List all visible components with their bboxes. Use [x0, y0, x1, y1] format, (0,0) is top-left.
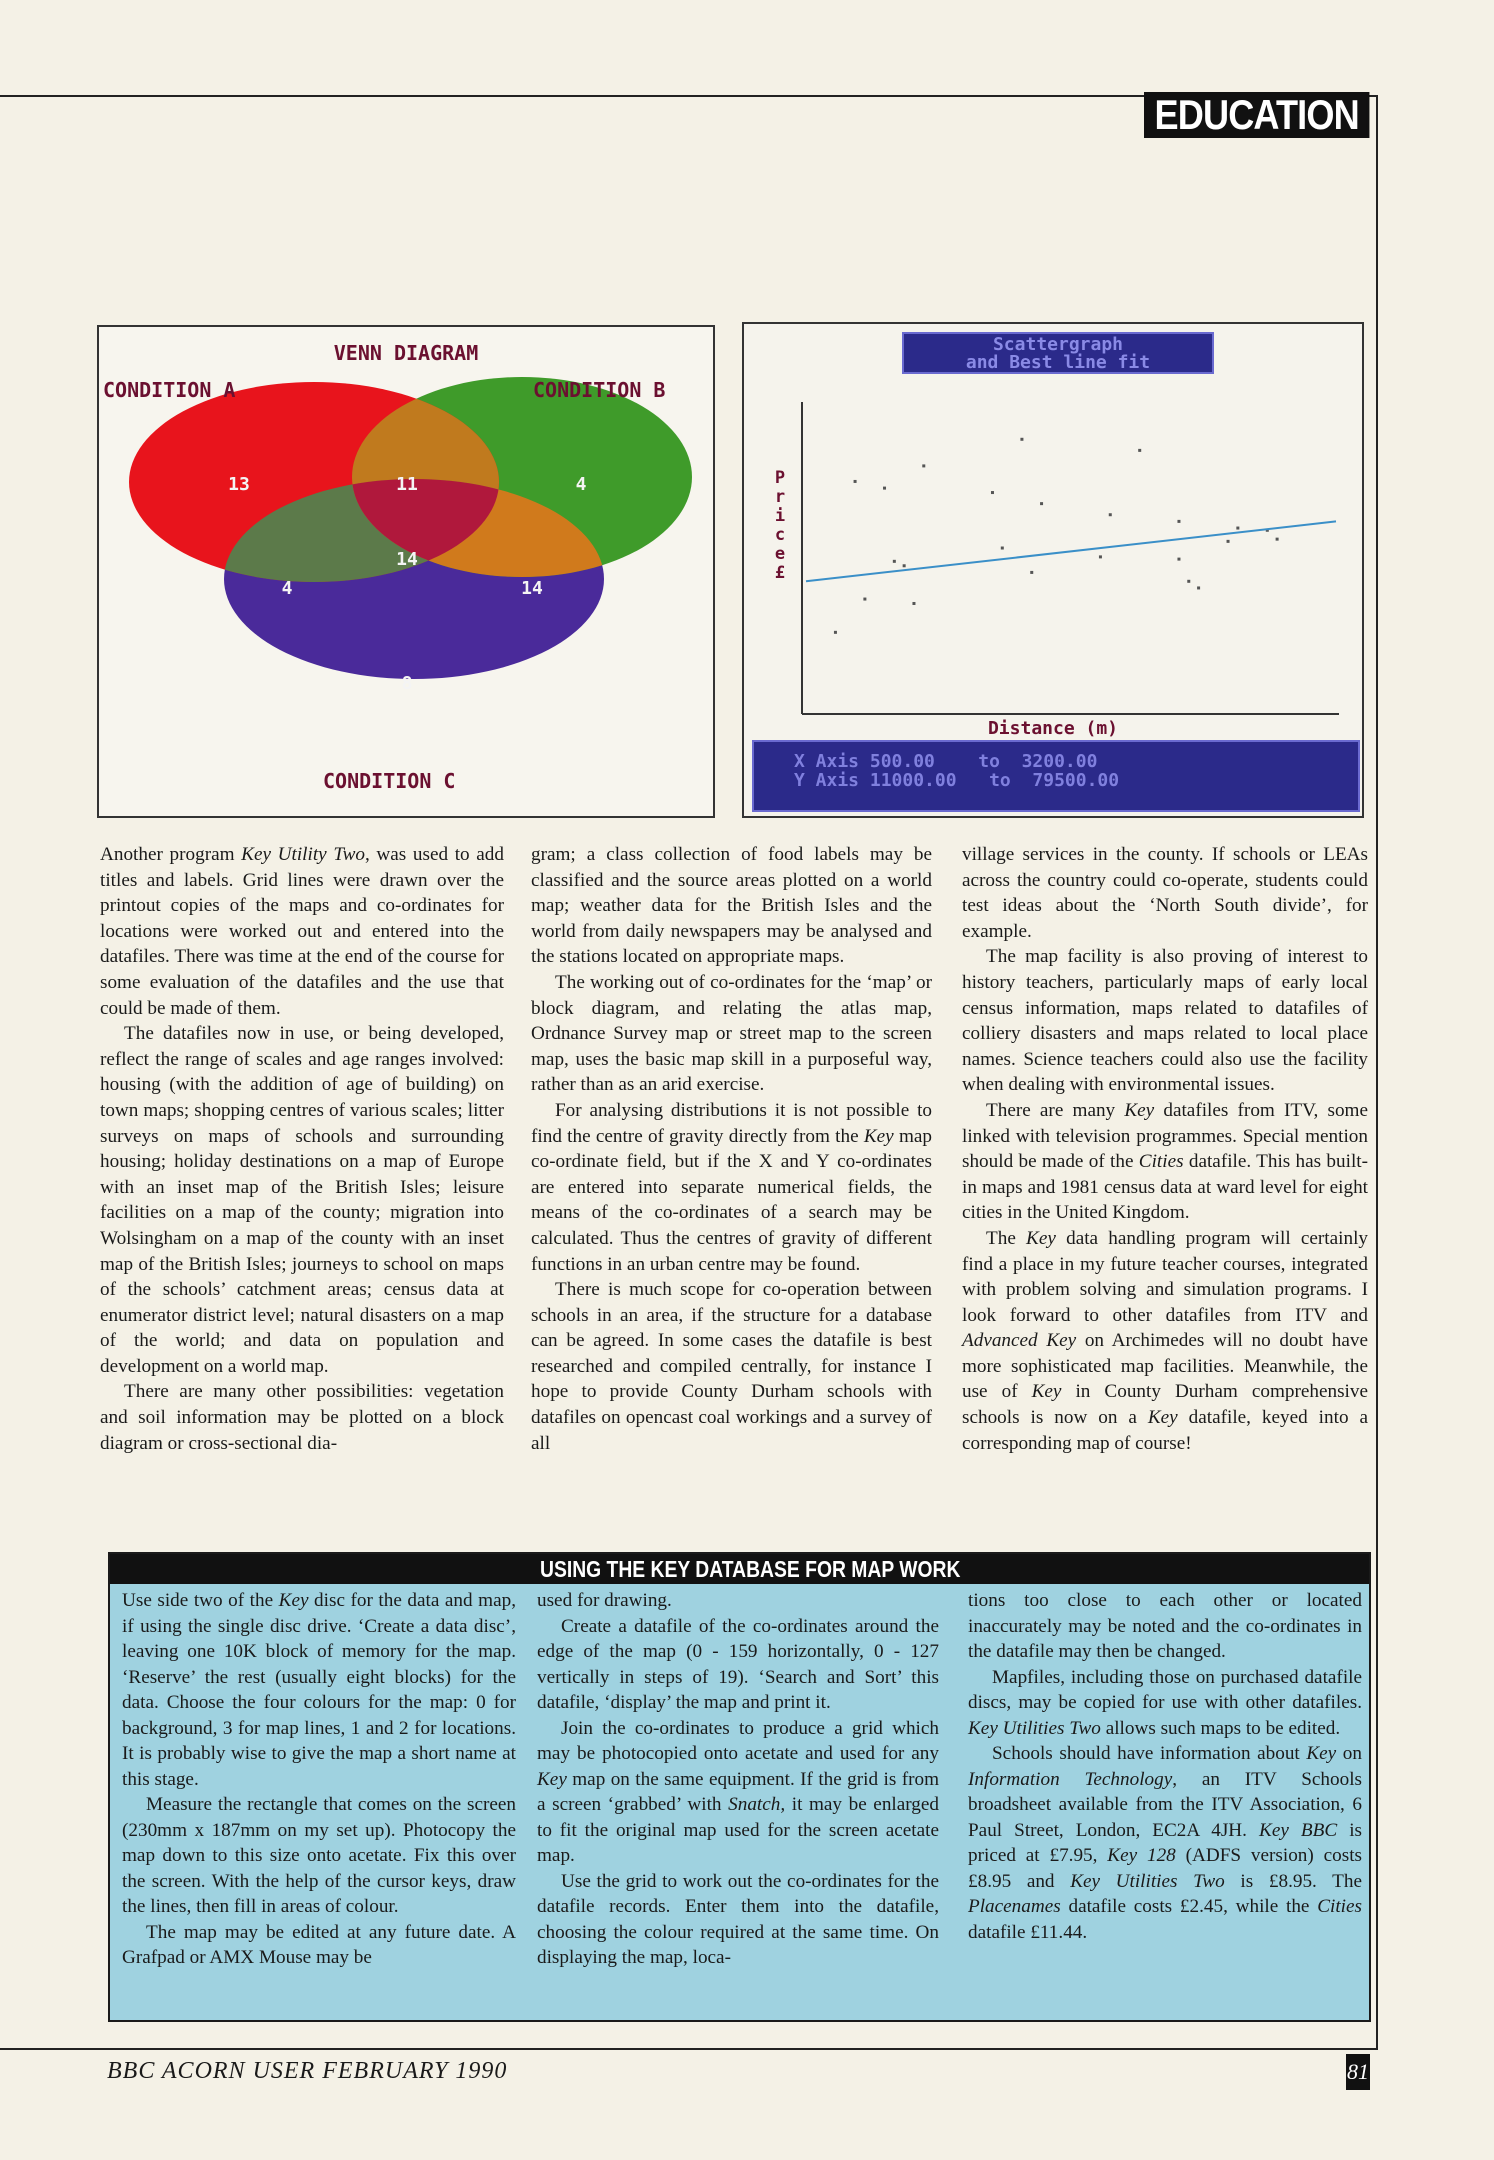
scatter-point — [1099, 555, 1102, 558]
scatter-point — [1030, 571, 1033, 574]
boxout-column-2 — [537, 1588, 939, 1971]
scatter-point — [1236, 527, 1239, 530]
axis-range-panel — [752, 740, 1360, 812]
scatter-point — [1276, 538, 1279, 541]
venn-count-abc: 14 — [396, 549, 418, 570]
paragraph: There is much scope for co-operation between schools in an area, if the structure for a database can be agreed. In some cases the datafile is best researched and compiled centrally, for instance I hope to provide County Durham schools with datafiles on opencast coal workings and a survey of all — [531, 1279, 932, 1454]
paragraph: The map may be edited at any future date. A Grafpad or AMX Mouse may be — [122, 1921, 516, 1968]
scatter-point — [863, 598, 866, 601]
page-number: 81 — [1346, 2054, 1370, 2090]
y-label-char: £ — [774, 563, 786, 583]
y-label-char: P — [774, 468, 786, 488]
scatter-point — [1187, 580, 1190, 583]
scatter-point — [922, 464, 925, 467]
venn-title: VENN DIAGRAM — [333, 341, 479, 365]
boxout-column-1 — [122, 1588, 516, 1971]
scatter-point — [1109, 513, 1112, 516]
scatter-x-label: Distance (m) — [987, 718, 1119, 739]
paragraph: Measure the rectangle that comes on the screen (230mm x 187mm on my set up). Photocopy the map down to this size onto acetate. Fix this over the screen. With the help of the cursor keys, draw the lines, then fill in areas of colour. — [122, 1794, 516, 1917]
scatter-title — [902, 332, 1214, 374]
article-column-3 — [962, 842, 1368, 1456]
scatter-point — [1197, 586, 1200, 589]
scatter-title-line-1: Scattergraph — [992, 334, 1124, 355]
venn-label-condition-c: CONDITION C — [323, 769, 456, 793]
paragraph: gram; a class collection of food labels may be classified and the source areas plotted on a world map; weather data for the British Isles and the world from daily newspapers may be analysed and the stations located on appropriate maps. — [531, 844, 932, 968]
footer-publication: BBC ACORN USER FEBRUARY 1990 — [107, 2058, 508, 2084]
scatter-point — [1227, 540, 1230, 543]
scatter-y-label — [770, 469, 790, 583]
article-column-2 — [531, 842, 932, 1456]
scatter-point — [834, 631, 837, 634]
scatter-point — [1040, 502, 1043, 505]
scatter-point — [1177, 520, 1180, 523]
x-axis-range: X Axis 500.00 to 3200.00 — [794, 751, 1098, 772]
y-label-char: i — [774, 506, 786, 526]
paragraph: Use the grid to work out the co-ordinates for the datafile records. Enter them into the datafile, choosing the colour required at the same time. On displaying the map, loca- — [537, 1870, 939, 1968]
scatter-point — [1020, 438, 1023, 441]
boxout-header-bar — [110, 1554, 1369, 1584]
venn-count-c-only: 8 — [401, 673, 413, 694]
scattergraph-figure — [742, 322, 1364, 818]
venn-diagram-figure — [97, 325, 715, 818]
paragraph: The Key data handling program will certainly find a place in my future teacher courses, integrated with problem solving and simulation programs. I look forward to other datafiles from ITV and Advanced Key on Archimedes will no doubt have more sophisticated map facilities. Meanwhile, the use of Key in County Durham comprehensive schools is now on a Key datafile, keyed into a corresponding map of course! — [962, 1227, 1368, 1454]
boxout-panel — [108, 1552, 1371, 2022]
paragraph: The datafiles now in use, or being developed, reflect the range of scales and age ranges involved: housing (with the addition of age of building) on town maps; shopping centres of various scales; litter surveys on maps of schools and surrounding housing; holiday destinations on a map of Europe with an inset map of the British Isles; leisure facilities on a map of the county; migration into Wolsingham on a map of the county with an inset map of the British Isles; journeys to school on maps of the schools’ catchment areas; census data at enumerator district level; natural disasters on a map of the world; and data on population and development on a world map. — [100, 1023, 504, 1377]
venn-count-ac: 4 — [281, 578, 293, 599]
paragraph: Schools should have information about Key on Information Technology, an ITV Schools broadsheet available from the ITV Association, 6 Paul Street, London, EC2A 4JH. Key BBC is priced at £7.95, Key 128 (ADFS version) costs £8.95 and Key Utilities Two is £8.95. The Placenames datafile costs £2.45, while the Cities datafile £11.44. — [968, 1743, 1362, 1943]
paragraph: Another program Key Utility Two, was used to add titles and labels. Grid lines were drawn over the printout copies of the maps and co-ordinates for locations were worked out and entered into the datafiles. There was time at the end of the course for some evaluation of the datafiles and the use that could be made of them. — [100, 844, 504, 1019]
paragraph: There are many Key datafiles from ITV, some linked with television programmes. Special mention should be made of the Cities datafile. This has built-in maps and 1981 census data at ward level for eight cities in the United Kingdom. — [962, 1099, 1369, 1224]
paragraph: Join the co-ordinates to produce a grid which may be photocopied onto acetate and used for any Key map on the same equipment. If the grid is from a screen ‘grabbed’ with Snatch, it may be enlarged to fit the original map used for the screen acetate map. — [537, 1717, 940, 1866]
boxout-column-3 — [968, 1588, 1362, 1945]
scatter-point — [854, 480, 857, 483]
y-label-char: c — [774, 525, 786, 545]
venn-count-ab: 11 — [396, 474, 418, 495]
venn-count-a-only: 13 — [228, 474, 250, 495]
right-margin-rule — [1376, 95, 1378, 2050]
scatter-point — [912, 602, 915, 605]
venn-label-condition-a: CONDITION A — [103, 378, 236, 402]
paragraph: There are many other possibilities: vegetation and soil information may be plotted on a block diagram or cross-sectional dia- — [100, 1381, 504, 1454]
paragraph: Use side two of the Key disc for the data and map, if using the single disc drive. ‘Create a data disc’, leaving one 10K block of memory for the map. ‘Reserve’ the rest (usually eight blocks) for the data. Choose the four colours for the map: 0 for background, 3 for map lines, 1 and 2 for locations. It is probably wise to give the map a short name at this stage. — [122, 1590, 516, 1790]
paragraph: Create a datafile of the co-ordinates around the edge of the map (0 - 159 horizontally, 0 - 127 vertically in steps of 19). ‘Search and Sort’ this datafile, ‘display’ the map and print it. — [537, 1615, 939, 1713]
best-fit-line — [806, 521, 1336, 581]
paragraph: For analysing distributions it is not possible to find the centre of gravity directly from the Key map co-ordinate field, but if the X and Y co-ordinates are entered into separate numerical fields, the means of the co-ordinates of a search may be calculated. Thus the centres of gravity of different functions in an urban centre may be found. — [531, 1099, 932, 1275]
venn-label-condition-b: CONDITION B — [533, 378, 666, 402]
boxout-title: USING THE KEY DATABASE FOR MAP WORK — [540, 1556, 961, 1582]
venn-count-bc: 14 — [521, 578, 543, 599]
paragraph: Mapfiles, including those on purchased datafile discs, may be copied for use with other datafiles. Key Utilities Two allows such maps to be edited. — [968, 1666, 1362, 1739]
scatter-point — [991, 491, 994, 494]
y-axis-range: Y Axis 11000.00 to 79500.00 — [794, 770, 1120, 791]
paragraph: The working out of co-ordinates for the ‘map’ or block diagram, and relating the atlas map, Ordnance Survey map or street map to the screen map, uses the basic map skill in a purposeful way, rather than as an arid exercise. — [531, 971, 932, 1096]
y-label-char: r — [774, 487, 786, 507]
paragraph: The map facility is also proving of interest to history teachers, particularly maps of early local census information, maps related to datafiles of colliery disasters and maps related to local place names. Science teachers could also use the facility when dealing with environmental issues. — [962, 946, 1368, 1096]
scatter-point — [903, 564, 906, 567]
venn-count-b-only: 4 — [575, 474, 587, 495]
scatter-point — [893, 560, 896, 563]
scatter-point — [883, 487, 886, 490]
article-column-1 — [100, 842, 504, 1456]
y-label-char: e — [774, 544, 786, 564]
scatter-point — [1177, 558, 1180, 561]
paragraph: used for drawing. — [537, 1590, 672, 1611]
scatter-point — [1138, 449, 1141, 452]
section-tag: EDUCATION — [1144, 92, 1369, 138]
paragraph: village services in the county. If schools or LEAs across the country could co-operate, students could test ideas about the ‘North South divide’, for example. — [962, 844, 1368, 942]
scatter-point — [1001, 547, 1004, 550]
scatter-title-line-2: and Best line fit — [965, 352, 1151, 373]
paragraph: tions too close to each other or located inaccurately may be noted and the co-ordinates in the datafile may then be changed. — [968, 1590, 1362, 1662]
footer-rule — [0, 2048, 1378, 2050]
